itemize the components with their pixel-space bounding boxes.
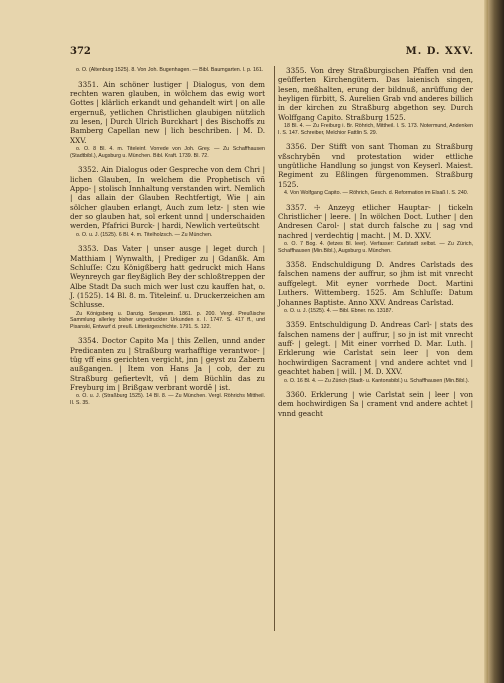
- entry: [278, 203, 473, 255]
- entry: [70, 165, 265, 238]
- entry-title: 3354. Doctor Capito Ma | this Zellen, unnd ander Predicanten zu | Straßburg warhafftige verantwor- | tüg vff eins gerichten vergicht, jnn | geyst zu Zabern außgangen. | Item von Hans Ja | cob, der zu Straßburg gefiertevlt, vñ | dem Büchlin das zu Freyburg im | Brißgaw verbrant wordē | ist.: [70, 336, 265, 393]
- entry-note: o. O. (Altenburg 1525). 8. Von Joh. Bugenhagen. — Bibl. Baumgarten. I. p. 161.: [76, 67, 264, 73]
- page-number: 372: [70, 46, 91, 57]
- book-gutter: [488, 0, 504, 683]
- entry: [278, 390, 473, 418]
- entry: [278, 260, 473, 314]
- running-head: M. D. XXV.: [405, 46, 474, 57]
- entry: [70, 336, 265, 406]
- entry-note: o. O. u. J. (1525). 6 Bl. 4. m. Titelholzsch. — Zu München.: [76, 231, 213, 238]
- entry-note: o. O. 8 Bl. 4. m. Titeleinf. Vorrede von Joh. Grey. — Zu Schaffhausen (Stadtbibl.), Augsburg u. München. Bibl. Kraft. 1739. Bl. 72.: [70, 146, 265, 159]
- column-divider: [274, 66, 275, 631]
- entry-note: 18 Bl. 4. — Zu Freiburg i. Br. Röhrich, Mittheil. I. S. 173. Notermund, Andenken I. S. 147. Schreiber, Melchior Fattlin S. 29.: [278, 123, 473, 136]
- entry-title: 3358. Endschuldigung D. Andres Carlstads des falschen namens der auffrur, so jhm ist mit vnrecht auffgelegt. Mit eyner vorrhede Doct. Martini Luthers. Wittemberg. 1525. Am Schluſſe: Datum Johannes Baptiste. Anno XXV. Andreas Carlstad.: [278, 260, 473, 307]
- entry: [278, 66, 473, 136]
- right-column: [278, 66, 473, 424]
- entry-title: 3355. Von drey Straßburgischen Pfaffen vnd den geüfferten Kirchengütern. Das laienisch singen, lesen, meßhalten, erung der bildnuß, anrüffung der heyligen fürbitt, S. Aurelien Grab vnd anderes billich in der kirchen zu Straßburg abgethon sey. Durch Wolffgang Capito. Straßburg 1525.: [278, 66, 473, 122]
- entry: [70, 67, 265, 74]
- entry: [278, 142, 473, 196]
- page-header: [70, 46, 474, 60]
- entry-note: o. O. 16 Bl. 4. — Zu Zürich (Stadt- u. Kantonsbibl.) u. Schaffhausen (Min.Bibl.).: [284, 377, 470, 384]
- entry-title: 3357. ☩ Anzeyg etlicher Hauptar- | tickeln Christlicher | leere. | In wölchen Doct. Luther | den Andresen Carol- | stat durch falsche zu | sag vnd nachred | verdechtig | macht. | M. D. XXV.: [278, 202, 473, 240]
- entry: [70, 244, 265, 330]
- entry-title: 3352. Ain Dialogus oder Gespreche von dem Chri | lichen Glauben, In welchem die Prophetisch vñ Appo- | stolisch Innhaltung verstanden wirt. Nemlich | das allain der Glauben Rechtfertigt, Wie | ain sölcher glauben erlangt, Auch zum letz- | sten wie der so glauben hat, sol erkent unnd | underschaiden werden, Pfafrici Burck- | hardi, Newlich verteütscht: [70, 165, 265, 231]
- left-column: [70, 66, 265, 413]
- entry: [278, 320, 473, 384]
- entry-note: o. O. u. J. (Straßburg 1525). 14 Bl. 8. — Zu München. Vergl. Röhrichs Mittheil. II. S. 35.: [70, 393, 265, 407]
- entry-note: o. O. u. J. (1525). 4. — Bibl. Ebner. no. 13187.: [284, 307, 393, 314]
- entry: [70, 80, 265, 160]
- entry-note: 4. Von Wolfgang Capito. — Röhrich, Gesch. d. Reformation im Elsaß I. S. 240.: [284, 189, 469, 196]
- entry-title: 3360. Erklerung | wie Carlstat sein | leer | von dem hochwirdigen Sa | crament vnd andere achtet | vnnd geacht: [278, 390, 473, 418]
- entry-note: o. O. 7 Bog. 4. (letzes Bl. leer). Verfasser: Carlstadt selbst. — Zu Zürich, Schaffhausen (Min.Bibl.), Augsburg u. München.: [278, 240, 473, 254]
- entry-title: 3356. Der Stifft von sant Thoman zu Straßburg vßschrybēn vnd protestation wider ettliche ungütliche Handlung so jungst von Keyserl. Maiest. Regiment zu Eßlingen fürgenommen. Straßburg 1525.: [278, 142, 473, 189]
- entry-title: 3353. Das Vater | unser ausge | leget durch | Matthiam | Wynwalth, | Prediger zu | Gdanßk. Am Schluſſe: Czu Königßberg hatt gedruckt mich Hans Weynreych gar fleyßiglich Bey der schloßtreppen der Albe Stadt Da such mich wer lust czu kauffen hat, o. J. (1525). 14 Bl. 8. m. Titeleinf. u. Druckerzeichen am Schlusse.: [70, 244, 265, 310]
- entry-note: Zu Königsberg u. Danzig. Serapeum. 1861. p. 200. Vergl. Preußische Sammlung allerley bisher ungedruckter Urkunden x. I. 1747. S. 417 ff., und Pisanski, Entwurf d. preuß. Litterärgeschichte. 1791. S. 122.: [70, 310, 265, 330]
- entry-title: 3351. Ain schöner lustiger | Dialogus, von dem rechten waren glauben, in wölchem das ewig wort Gottes | klärlich erkandt und gehandelt wirt | on alle ergernuß, yetlichen Christlichen glaubigen nützlich zu lesen, | Durch Ulrich Burckhart | des Bischoffs zu Bamberg Capellan new | lich beschriben. | M. D. XXV.: [70, 79, 265, 145]
- entry-title: 3359. Entschuldigung D. Andreas Carl- | stats des falschen namens der | auffrur, | so jn ist mit vnrecht auff- | gelegt. | Mit einer vorrhed D. Mar. Luth. | Erklerung wie Carlstat sein leer | von dem hochwirdigen Sacrament | vnd andere achtet vnd | geachtet haben | will. | M. D. XXV.: [278, 320, 473, 377]
